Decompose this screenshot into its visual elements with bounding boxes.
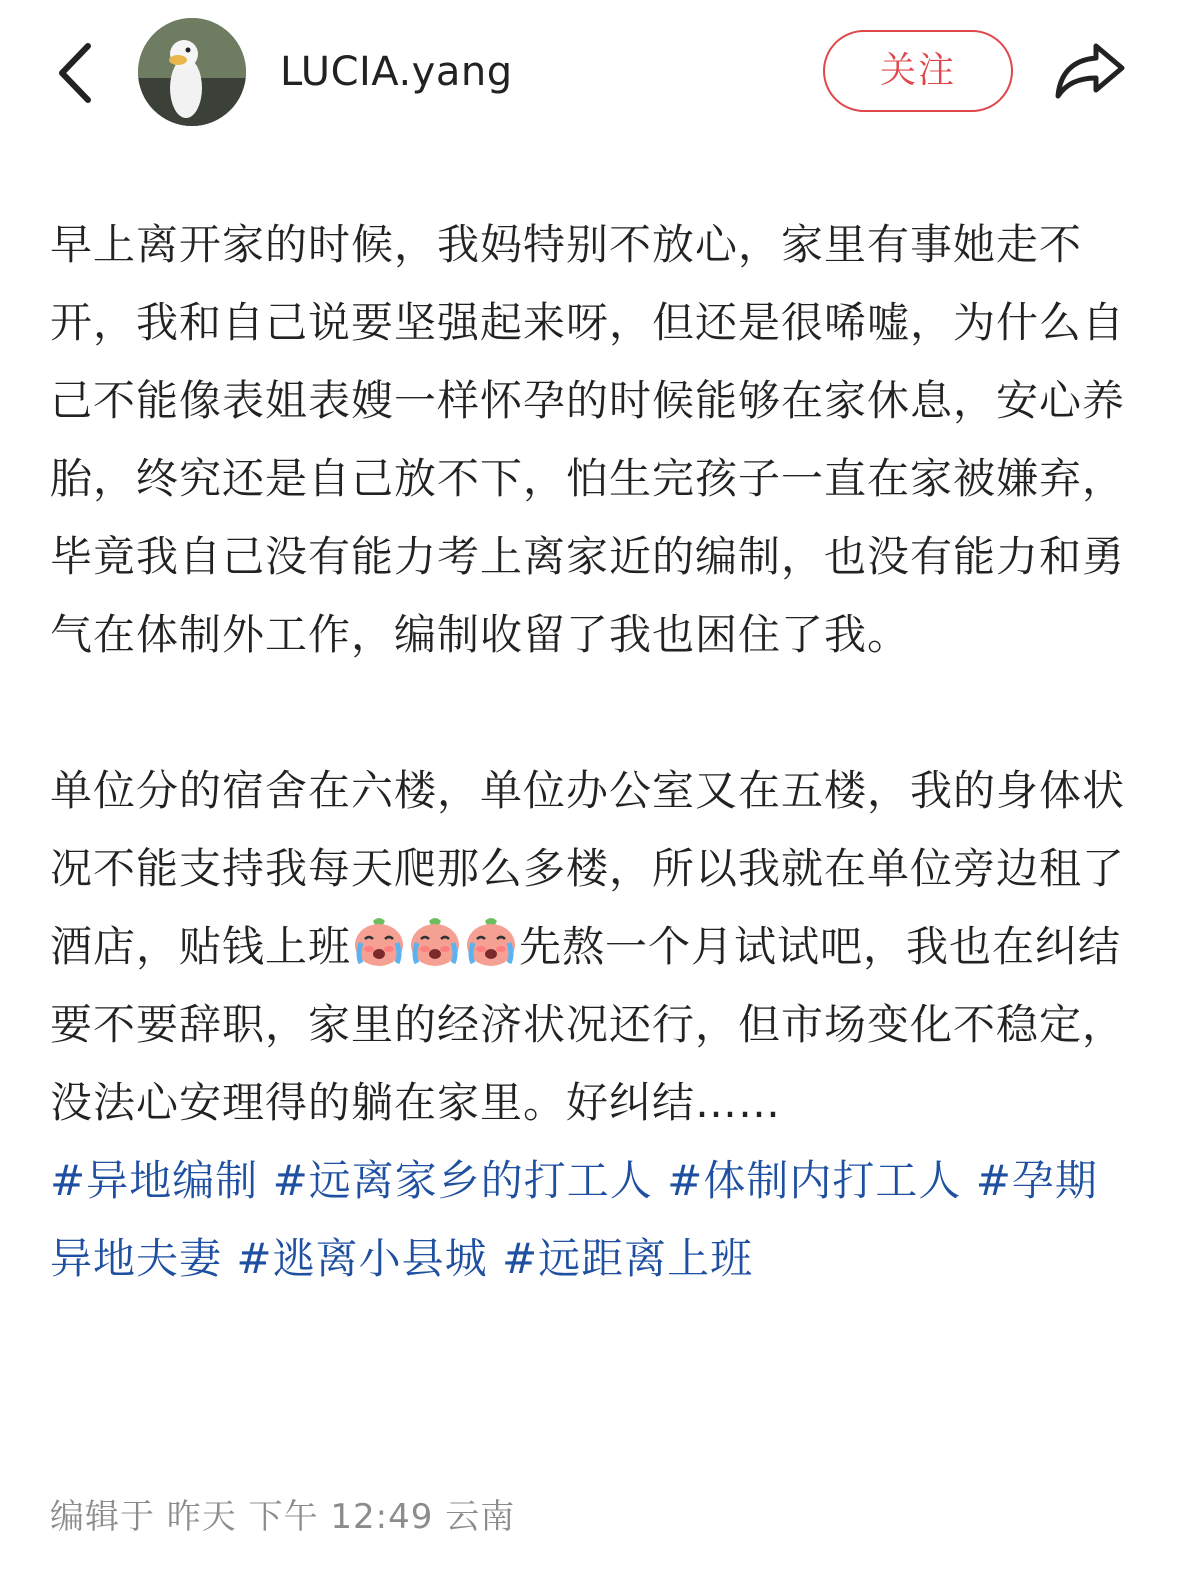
hashtag-link[interactable]: #体制内打工人 bbox=[667, 1156, 962, 1205]
crying-face-icon bbox=[463, 913, 519, 969]
crying-face-icon bbox=[407, 913, 463, 969]
hashtag-link[interactable]: #异地编制 bbox=[50, 1156, 259, 1205]
hashtag-link[interactable]: #孕期异地夫妻 bbox=[50, 1156, 1098, 1283]
crying-face-icon bbox=[351, 913, 407, 969]
chevron-left-icon bbox=[50, 38, 100, 108]
post-paragraph bbox=[50, 752, 1140, 1142]
back-button[interactable] bbox=[50, 38, 100, 108]
share-button[interactable] bbox=[1052, 38, 1128, 102]
hashtag-list bbox=[50, 1142, 1140, 1298]
post-text: 先熬一个月试试吧，我也在纠结要不要辞职，家里的经济状况还行，但市场变化不稳定，没法心安理得的躺在家里。好纠结…… bbox=[50, 922, 1126, 1127]
hashtag-link[interactable]: #逃离小县城 bbox=[236, 1234, 488, 1283]
hashtag-link[interactable]: #远离家乡的打工人 bbox=[272, 1156, 653, 1205]
post-text: 单位分的宿舍在六楼，单位办公室又在五楼，我的身体状况不能支持我每天爬那么多楼，所以我就在单位旁边租了酒店，贴钱上班 bbox=[50, 766, 1126, 971]
avatar-image bbox=[138, 18, 246, 126]
share-arrow-icon bbox=[1052, 38, 1128, 102]
post-paragraph: 早上离开家的时候，我妈特别不放心，家里有事她走不开，我和自己说要坚强起来呀，但还是很唏嘘，为什么自己不能像表姐表嫂一样怀孕的时候能够在家休息，安心养胎，终究还是自己放不下，怕生完孩子一直在家被嫌弃，毕竟我自己没有能力考上离家近的编制，也没有能力和勇气在体制外工作，编制收留了我也困住了我。 bbox=[50, 220, 1126, 659]
hashtag-link[interactable]: #远距离上班 bbox=[501, 1234, 754, 1283]
top-bar bbox=[0, 0, 1179, 150]
username[interactable]: LUCIA.yang bbox=[280, 49, 513, 95]
avatar[interactable] bbox=[138, 18, 246, 126]
follow-button[interactable]: 关注 bbox=[823, 30, 1013, 112]
edited-info: 编辑于 昨天 下午 12:49 云南 bbox=[50, 1497, 516, 1537]
post-body bbox=[50, 206, 1140, 1298]
